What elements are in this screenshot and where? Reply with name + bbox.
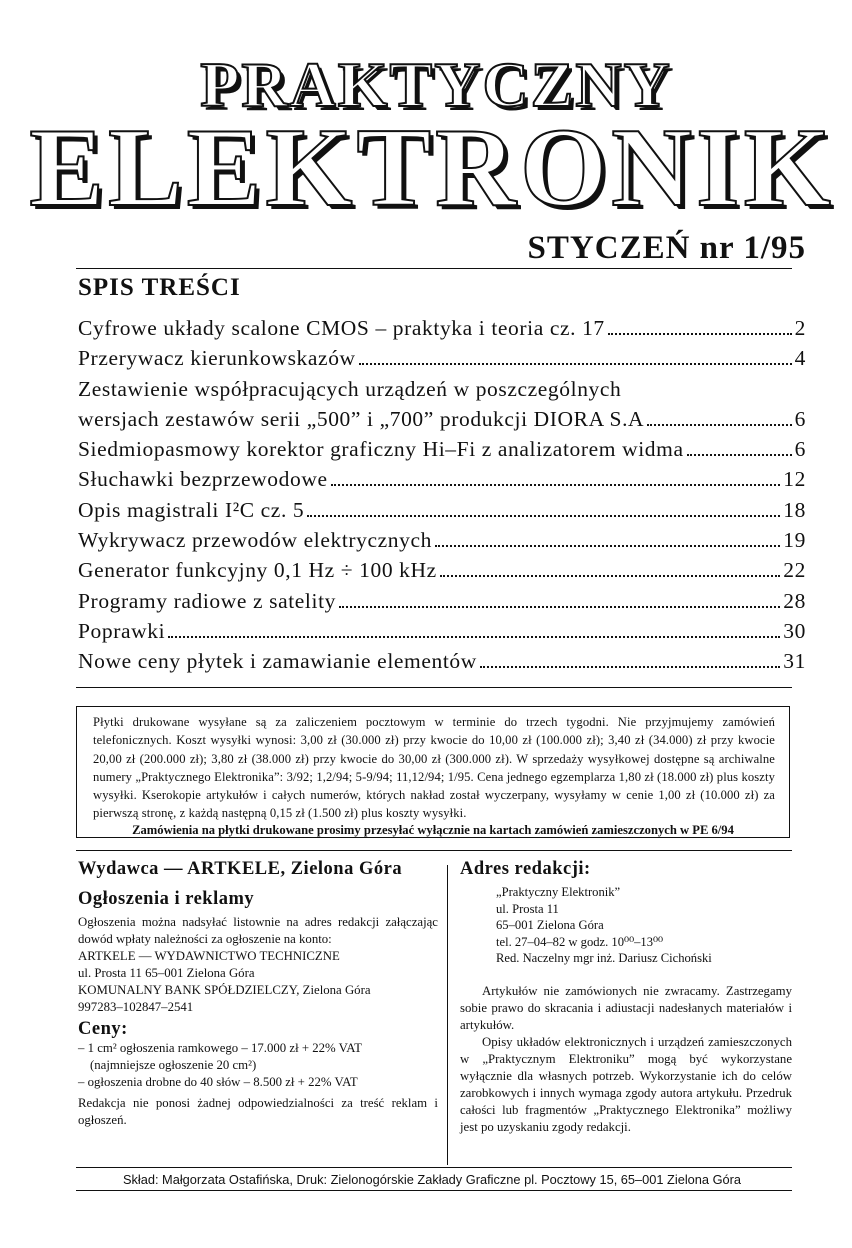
editorial-note: Opisy układów elektronicznych i urządzeń zamieszczonych w „Praktycznym Elektroniku” mogą być wykorzystane wyłącznie dla własnych potrzeb. Wykorzystanie ich do celów zarobkowych i innych wymaga zgody autora artykułu. Przedruk całości lub fragmentów „Praktycznego Elektronika” możliwy jest po uzyskaniu zgody redakcji. bbox=[460, 1034, 792, 1134]
publisher-heading: Wydawca — ARTKELE, Zielona Góra bbox=[78, 859, 403, 879]
address-line: „Praktyczny Elektronik” bbox=[496, 885, 621, 899]
notice-bold: Zamówienia na płytki drukowane prosimy przesyłać wyłącznie na kartach zamówień zamieszczonych w PE 6/94 bbox=[132, 822, 734, 837]
address-line: ul. Prosta 11 bbox=[496, 901, 559, 916]
publisher-column bbox=[78, 858, 438, 1129]
toc-item-continued: Zestawienie współpracujących urządzeń w poszczególnych bbox=[78, 376, 622, 401]
divider bbox=[76, 268, 792, 269]
toc-heading: SPIS TREŚCI bbox=[78, 274, 241, 301]
disclaimer: Redakcja nie ponosi żadnej odpowiedzialności za treść reklam i ogłoszeń. bbox=[78, 1096, 438, 1127]
notice-text: Płytki drukowane wysyłane są za zaliczeniem pocztowym w terminie do trzech tygodni. Nie przyjmujemy zamówień telefonicznych. Koszt wysyłki wynosi: 3,00 zł (30.000 zł) przy kwocie do 10,00 zł (100.000 zł); 3,40 zł (34.000) zł przy kwocie 20,00 zł (200.000 zł); 3,80 zł (38.000 zł) przy kwocie do 30,00 zł (300.000 zł). W sprzedaży wysyłkowej dostępne są archiwalne numery „Praktycznego Elektronika”: 3/92; 1,2/94; 5-9/94; 11,12/94; 1/95. Cena jednego egzemplarza 1,80 zł (18.000 zł) plus koszty wysyłki. Kserokopie artykułów i całych numerów, których nakład został wyczerpany, wysyłamy w cenie 1,00 zł (10.000 zł) za pierwszą stronę, z każdą następną 0,15 zł (1.500 zł) plus koszty wysyłki. bbox=[93, 715, 775, 821]
toc-item[interactable]: wersjach zestawów serii „500” i „700” produkcji DIORA S.A 6 bbox=[78, 406, 806, 431]
toc-item[interactable]: Poprawki 30 bbox=[78, 618, 806, 643]
address-line: Red. Naczelny mgr inż. Dariusz Cichoński bbox=[496, 951, 712, 966]
issue-label: STYCZEŃ nr 1/95 bbox=[527, 230, 806, 266]
column-divider bbox=[447, 865, 448, 1165]
ads-line: 997283–102847–2541 bbox=[78, 1000, 194, 1014]
toc-item[interactable]: Wykrywacz przewodów elektrycznych 19 bbox=[78, 528, 806, 553]
masthead-title-bottom: ELEKTRONIK bbox=[29, 106, 835, 230]
toc-item[interactable]: Przerywacz kierunkowskazów 4 bbox=[78, 346, 806, 371]
price-line: – 1 cm² ogłoszenia ramkowego – 17.000 zł + 22% VAT bbox=[78, 1041, 362, 1055]
notice-box bbox=[76, 706, 790, 838]
address-line: 65–001 Zielona Góra bbox=[496, 918, 604, 933]
divider bbox=[76, 1190, 792, 1191]
ads-heading: Ogłoszenia i reklamy bbox=[78, 889, 255, 909]
address-heading: Adres redakcji: bbox=[460, 859, 591, 879]
ads-text: Ogłoszenia można nadsyłać listownie na adres redakcji załączając dowód wpłaty należności za ogłoszenie na konto: bbox=[78, 915, 438, 946]
ads-line: ul. Prosta 11 65–001 Zielona Góra bbox=[78, 966, 255, 980]
divider bbox=[76, 1167, 792, 1168]
masthead-title-top: PRAKTYCZNY bbox=[200, 49, 672, 120]
editorial-column bbox=[460, 858, 792, 1136]
toc-item[interactable]: Słuchawki bezprzewodowe 12 bbox=[78, 467, 806, 492]
divider bbox=[76, 687, 792, 688]
divider bbox=[76, 850, 792, 851]
toc-item[interactable]: Cyfrowe układy scalone CMOS – praktyka i teoria cz. 17 2 bbox=[78, 316, 806, 340]
price-line: – ogłoszenia drobne do 40 słów – 8.500 zł + 22% VAT bbox=[78, 1075, 358, 1089]
table-of-contents bbox=[78, 313, 806, 677]
toc-item[interactable]: Generator funkcyjny 0,1 Hz ÷ 100 kHz 22 bbox=[78, 558, 806, 583]
toc-item[interactable]: Nowe ceny płytek i zamawianie elementów 31 bbox=[78, 649, 806, 674]
ads-line: ARTKELE — WYDAWNICTWO TECHNICZNE bbox=[78, 949, 340, 963]
prices-heading: Ceny: bbox=[78, 1019, 128, 1039]
price-line: (najmniejsze ogłoszenie 20 cm²) bbox=[90, 1058, 257, 1072]
ads-line: KOMUNALNY BANK SPÓŁDZIELCZY, Zielona Góra bbox=[78, 983, 371, 997]
toc-item[interactable]: Programy radiowe z satelity 28 bbox=[78, 588, 806, 613]
toc-item[interactable]: Opis magistrali I²C cz. 5 18 bbox=[78, 497, 806, 522]
editorial-note: Artykułów nie zamówionych nie zwracamy. Zastrzegamy sobie prawo do skracania i adiustacji nadesłanych materiałów i artykułów. bbox=[460, 983, 792, 1032]
footer-credits: Skład: Małgorzata Ostafińska, Druk: Zielonogórskie Zakłady Graficzne pl. Pocztowy 15, 65–001 Zielona Góra bbox=[122, 1172, 742, 1187]
toc-item[interactable]: Siedmiopasmowy korektor graficzny Hi–Fi z analizatorem widma 6 bbox=[78, 437, 806, 462]
address-line: tel. 27–04–82 w godz. 10⁰⁰–13⁰⁰ bbox=[496, 934, 664, 949]
